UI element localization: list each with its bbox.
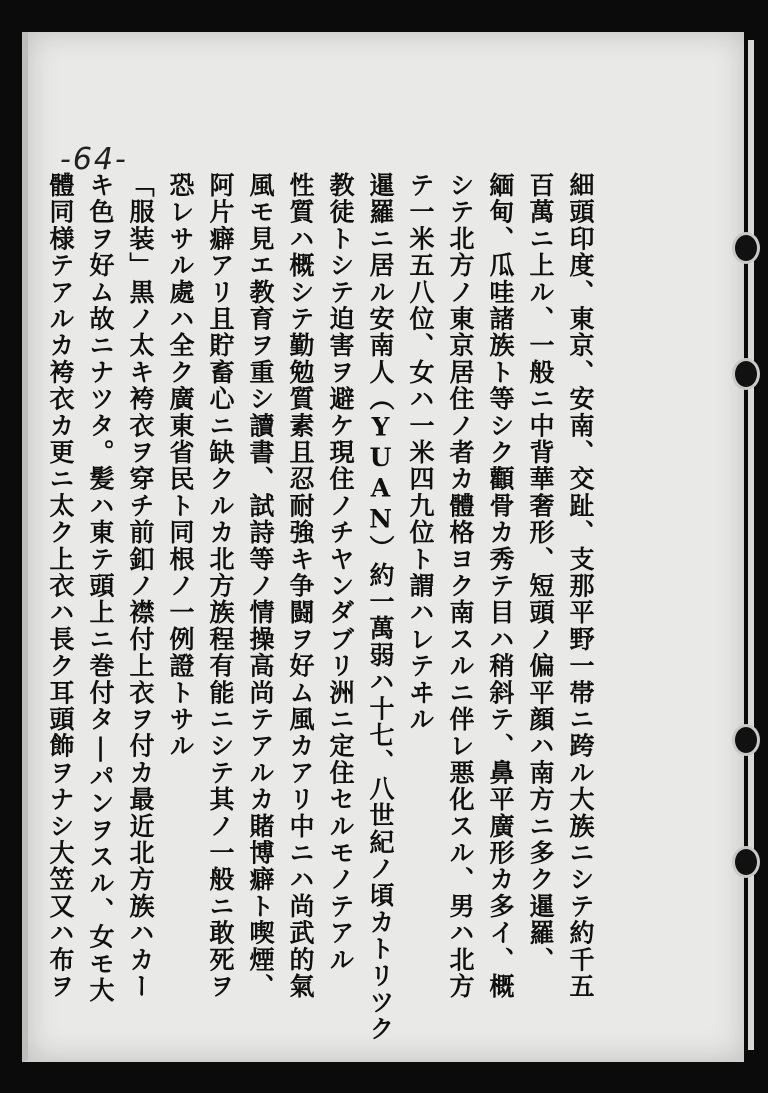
vertical-text-block <box>46 172 600 1043</box>
text-column: 教徒トシテ迫害ヲ避ケ現住ノチヤンダブリ洲ニ定住セルモノテアル <box>326 172 355 973</box>
text-column: 體同様テアルカ袴衣カ更ニ太ク上衣ハ長ク耳頭飾ヲナシ大笠又ハ布ヲ <box>46 172 75 1000</box>
text-column: キ色ヲ好ム故ニナツタ。髪ハ東テ頭上ニ巻付タ|パンヲスル、女モ大 <box>86 172 115 1004</box>
binding-hole <box>732 724 760 756</box>
binding-hole <box>732 232 760 264</box>
text-column: テ一米五八位、女ハ一米四九位ト謂ハレテヰル <box>406 172 435 733</box>
text-column: 性質ハ概シテ勤勉質素且忍耐強キ争闘ヲ好ム風カアリ中ニハ尚武的氣 <box>286 172 315 1000</box>
binding-holes <box>724 0 768 1093</box>
text-column: 暹羅ニ居ル安南人（YUAN）約一萬弱ハ十七、八世紀ノ頃カトリツク <box>366 172 395 1043</box>
text-column: 風モ見エ教育ヲ重シ讀書、試詩等ノ情操高尚テアルカ賭博癖ト喫煙、 <box>246 172 275 1000</box>
binding-hole <box>732 358 760 390</box>
text-column: 「服装」黒ノ太キ袴衣ヲ穿チ前釦ノ襟付上衣ヲ付カ最近北方族ハカー <box>126 172 155 1000</box>
page-number: -64- <box>60 142 128 177</box>
text-column: シテ北方ノ東京居住ノ者カ體格ヨク南スルニ伴レ悪化スル、男ハ北方 <box>446 172 475 1000</box>
binding-hole <box>732 846 760 878</box>
text-column: 百萬ニ上ル、一般ニ中背華奢形、短頭ノ偏平顔ハ南方ニ多ク暹羅、 <box>526 172 555 973</box>
text-column: 阿片癖アリ且貯畜心ニ缺クルカ北方族程有能ニシテ其ノ一般ニ敢死ヲ <box>206 172 235 1000</box>
text-column: 細頭印度、東京、安南、交趾、支那平野一帯ニ跨ル大族ニシテ約千五 <box>566 172 595 1000</box>
text-column: 緬甸、瓜哇諸族ト等シク顴骨カ秀テ目ハ稍斜テ、鼻平廣形カ多イ、概 <box>486 172 515 1000</box>
text-column: 恐レサル處ハ全ク廣東省民ト同根ノ一例證トサル <box>166 172 195 760</box>
